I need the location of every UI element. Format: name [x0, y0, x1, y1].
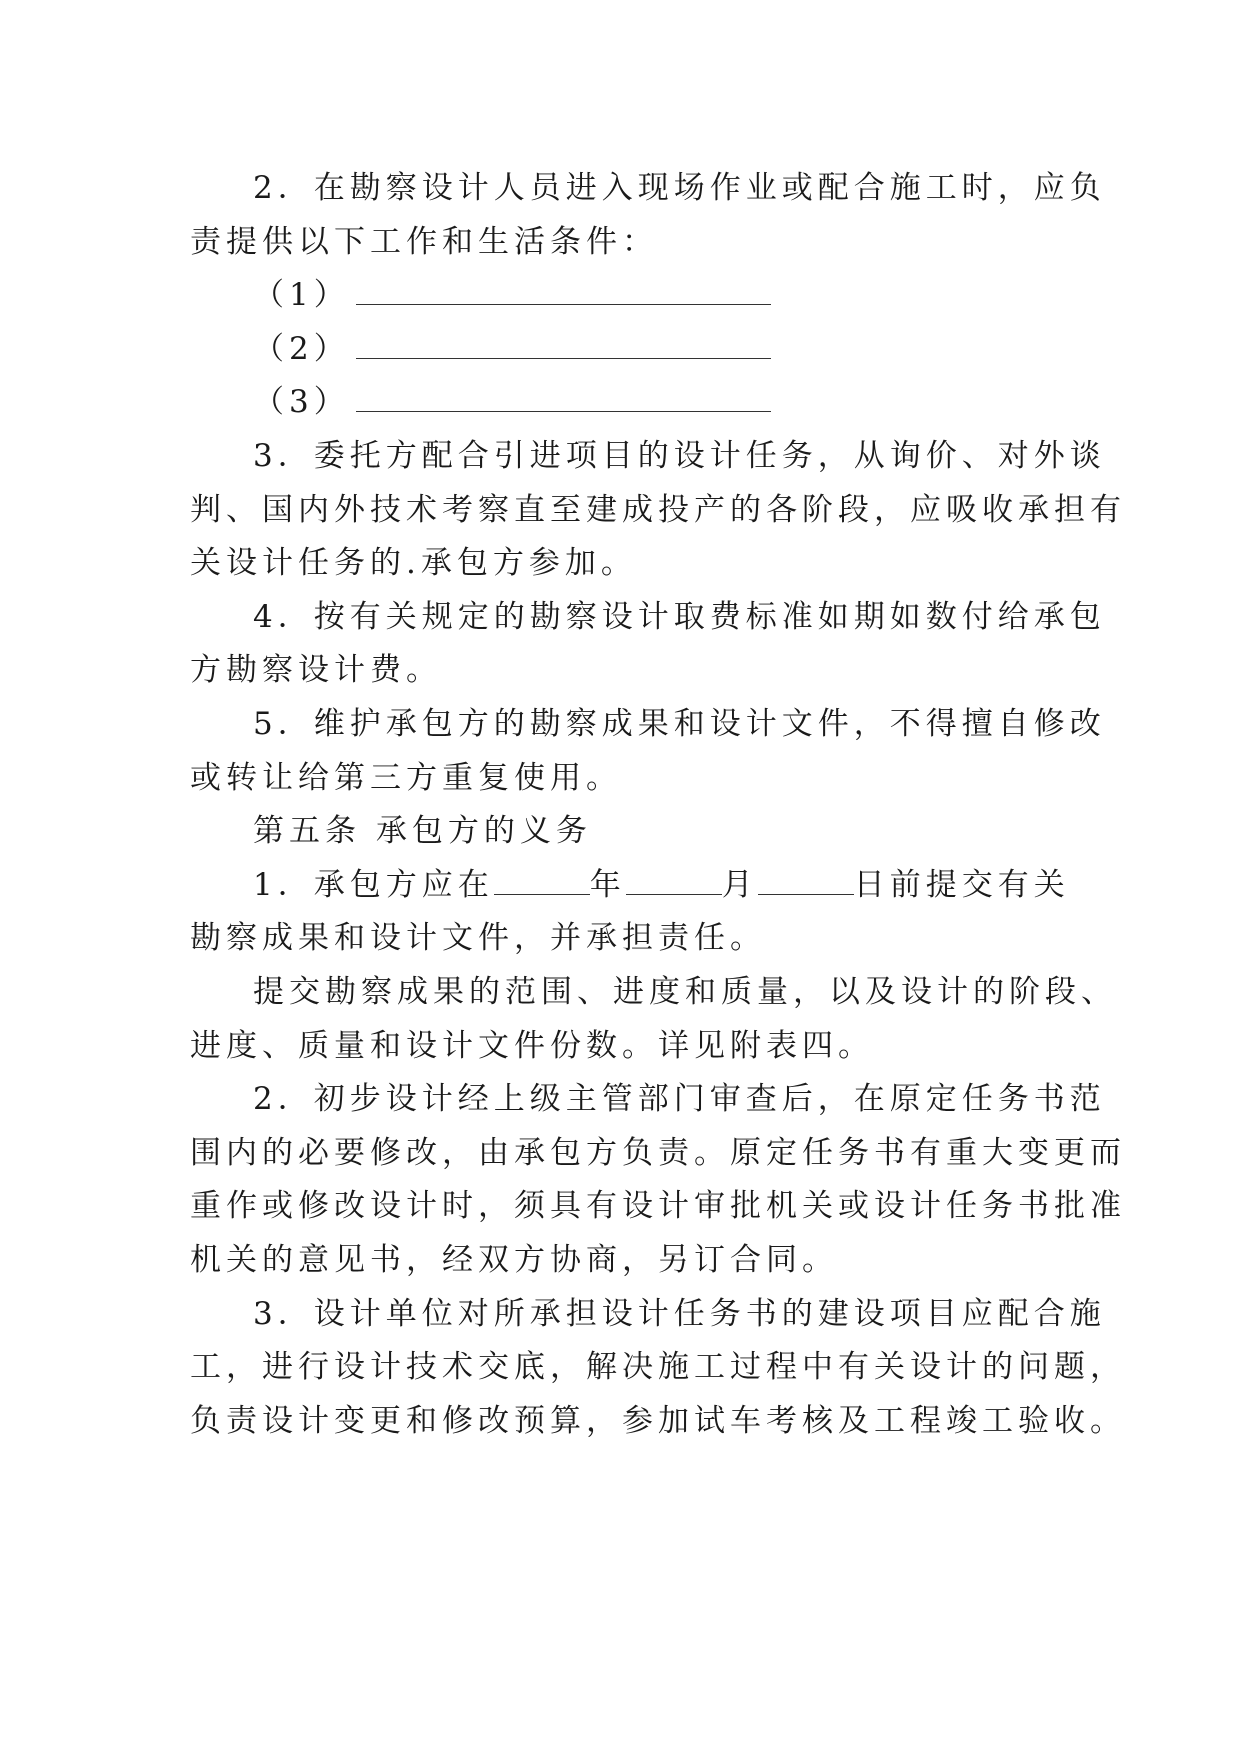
- paragraph-line: 2．在勘察设计人员进入现场作业或配合施工时，应负: [253, 170, 1106, 206]
- paragraph-line: 进度、质量和设计文件份数。详见附表四。: [190, 1028, 874, 1064]
- paragraph-line: 判、国内外技术考察直至建成投产的各阶段，应吸收承担有: [190, 492, 1126, 528]
- date-line-suffix: 日前提交有关: [853, 867, 1070, 903]
- day-blank[interactable]: [758, 872, 854, 895]
- paragraph-line: 勘察成果和设计文件，并承担责任。: [190, 920, 766, 956]
- paragraph-line: 机关的意见书，经双方协商，另订合同。: [190, 1242, 838, 1278]
- section-heading: 第五条 承包方的义务: [253, 813, 592, 849]
- paragraph-line: 方勘察设计费。: [190, 652, 442, 688]
- month-label: 月: [721, 867, 758, 903]
- blank-item-3: [253, 382, 771, 422]
- paragraph-line: 重作或修改设计时，须具有设计审批机关或设计任务书批准: [190, 1188, 1126, 1224]
- paragraph-line: 负责设计变更和修改预算，参加试车考核及工程竣工验收。: [190, 1403, 1126, 1439]
- paragraph-line: 3．设计单位对所承担设计任务书的建设项目应配合施: [253, 1296, 1106, 1332]
- date-line-prefix: 1．承包方应在: [253, 867, 494, 903]
- fill-in-blank[interactable]: [356, 336, 771, 359]
- item-number: （3）: [253, 384, 350, 420]
- date-line: [253, 865, 1070, 905]
- paragraph-line: 责提供以下工作和生活条件：: [190, 224, 658, 260]
- paragraph-line: 4．按有关规定的勘察设计取费标准如期如数付给承包: [253, 599, 1106, 635]
- blank-item-2: [253, 329, 771, 369]
- year-label: 年: [589, 867, 626, 903]
- paragraph-line: 或转让给第三方重复使用。: [190, 760, 622, 796]
- item-number: （1）: [253, 277, 350, 313]
- paragraph-line: 工，进行设计技术交底，解决施工过程中有关设计的问题，: [190, 1349, 1126, 1385]
- month-blank[interactable]: [626, 872, 722, 895]
- paragraph-line: 提交勘察成果的范围、进度和质量，以及设计的阶段、: [253, 974, 1117, 1010]
- paragraph-line: 关设计任务的.承包方参加。: [190, 545, 637, 581]
- year-blank[interactable]: [494, 872, 590, 895]
- item-number: （2）: [253, 331, 350, 367]
- fill-in-blank[interactable]: [356, 282, 771, 305]
- blank-item-1: [253, 275, 771, 315]
- paragraph-line: 围内的必要修改，由承包方负责。原定任务书有重大变更而: [190, 1135, 1126, 1171]
- paragraph-line: 2．初步设计经上级主管部门审查后，在原定任务书范: [253, 1081, 1106, 1117]
- paragraph-line: 5．维护承包方的勘察成果和设计文件，不得擅自修改: [253, 706, 1106, 742]
- fill-in-blank[interactable]: [356, 389, 771, 412]
- paragraph-line: 3．委托方配合引进项目的设计任务，从询价、对外谈: [253, 438, 1106, 474]
